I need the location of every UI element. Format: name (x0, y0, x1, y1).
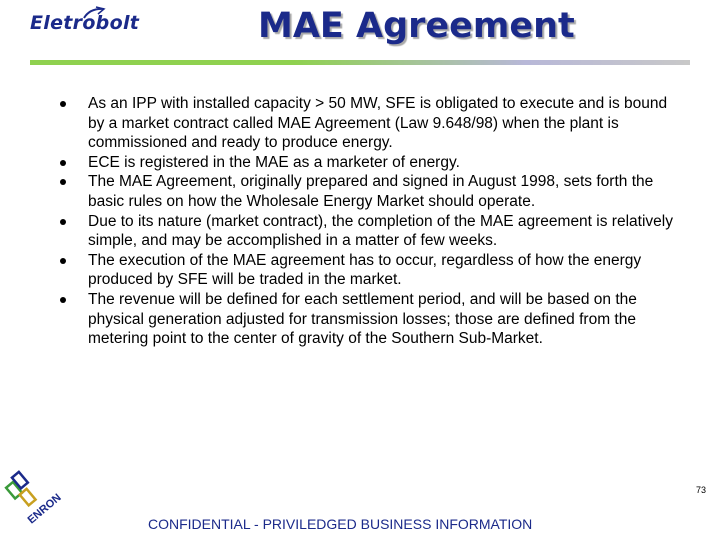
list-item (50, 94, 680, 153)
list-item (50, 172, 680, 211)
bullet-text: Due to its nature (market contract), the completion of the MAE agreement is relatively simple, and may be accomplished in a matter of few weeks. (88, 212, 673, 250)
bullet-icon (60, 160, 66, 166)
bullet-icon (60, 219, 66, 225)
bullet-text: The execution of the MAE agreement has to occur, regardless of how the energy produced by SFE will be traded in the market. (88, 251, 642, 289)
bullet-list (50, 94, 680, 349)
list-item (50, 251, 680, 290)
bullet-icon (60, 297, 66, 303)
confidential-notice: CONFIDENTIAL - PRIVILEDGED BUSINESS INFORMATION (148, 516, 533, 532)
bullet-text: As an IPP with installed capacity > 50 MW, SFE is obligated to execute and is bound by a market contract called MAE Agreement (Law 9.648/98) when the plant is commissioned and ready to produce energy. (88, 95, 668, 152)
bullet-text: The MAE Agreement, originally prepared and signed in August 1998, sets forth the basic rules on how the Wholesale Energy Market should operate. (88, 173, 654, 210)
lightning-swoosh-icon (82, 6, 106, 20)
bullet-icon (60, 101, 66, 107)
bullet-text: ECE is registered in the MAE as a marketer of energy. (88, 153, 460, 171)
list-item (50, 212, 680, 251)
eletrobolt-logo-text: Eletrobolt (30, 12, 140, 34)
slide-title: MAE Agreement (258, 6, 575, 46)
enron-logo-icon (6, 468, 64, 532)
bullet-icon (60, 258, 66, 264)
enron-logo-text: ENRON (25, 491, 64, 527)
bullet-icon (60, 179, 66, 185)
list-item (50, 290, 680, 349)
title-divider (30, 60, 690, 65)
page-number: 73 (696, 485, 707, 495)
bullet-text: The revenue will be defined for each settlement period, and will be based on the physical generation adjusted for transmission losses; those are defined from the metering point to the center of gravity of the Southern Sub-Market. (88, 290, 637, 348)
list-item (50, 153, 680, 173)
